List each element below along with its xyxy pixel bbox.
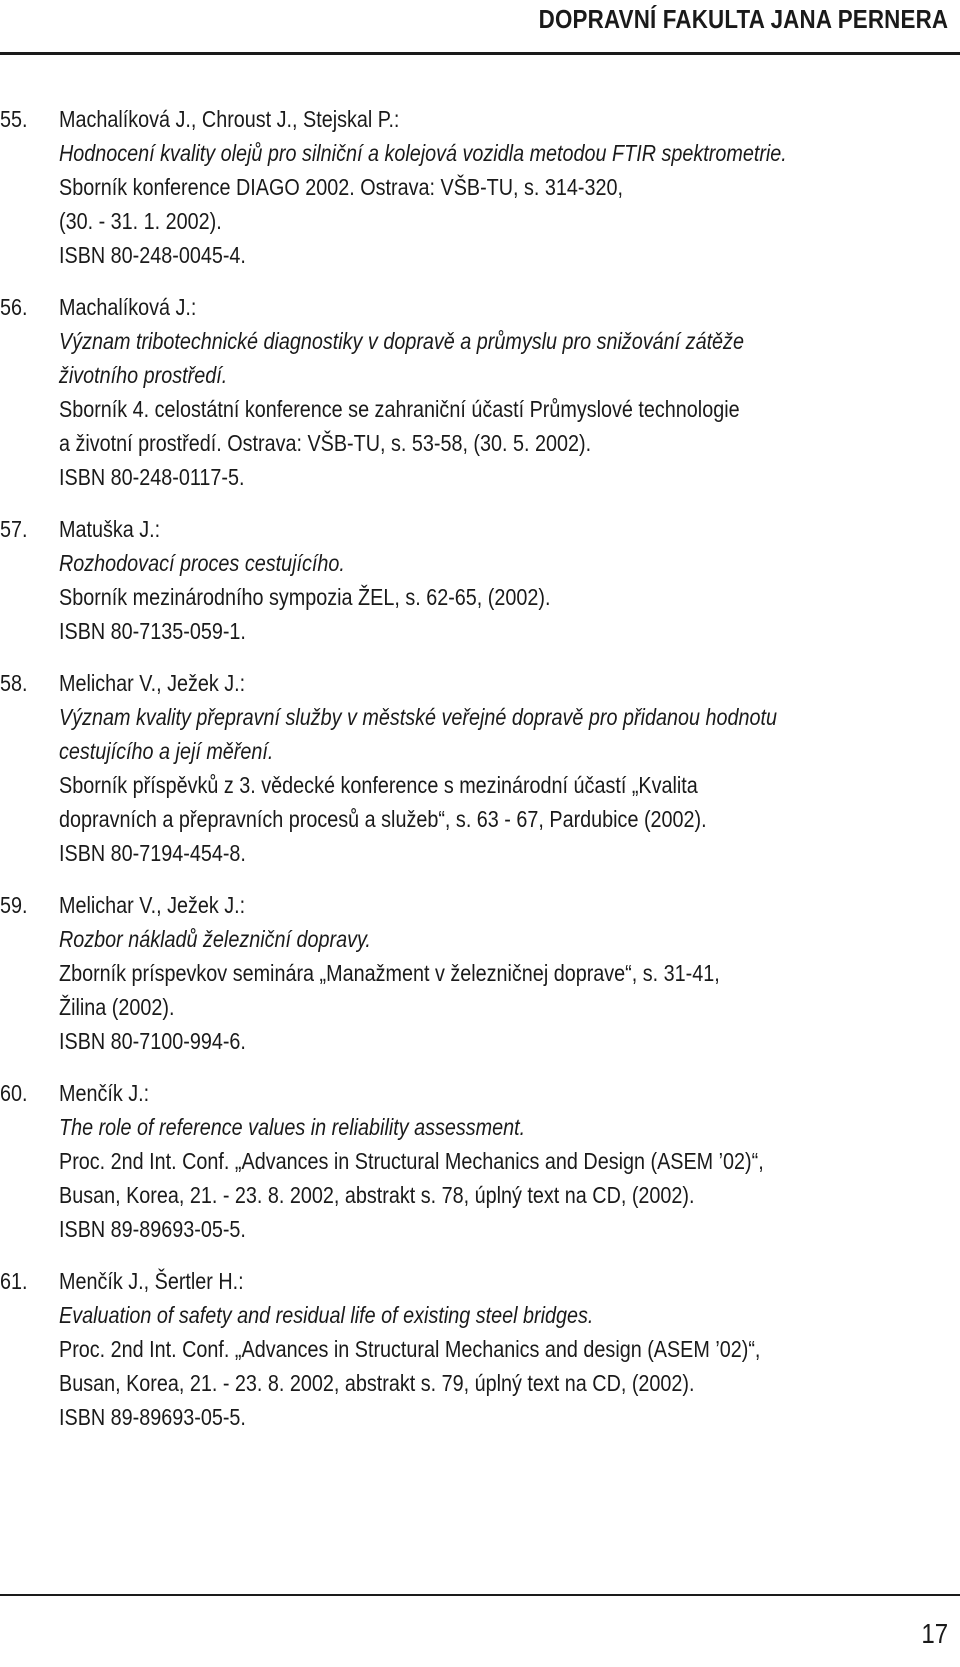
header-divider — [0, 52, 960, 55]
reference-entry-55 — [0, 102, 960, 272]
reference-authors: Matuška J.: — [59, 516, 161, 542]
reference-number: 58. — [0, 670, 28, 696]
reference-entry-58 — [0, 666, 960, 870]
reference-title: The role of reference values in reliability assessment. — [59, 1114, 526, 1140]
reference-source: Sborník konference DIAGO 2002. Ostrava: VŠB-TU, s. 314-320, — [59, 174, 623, 200]
reference-authors: Menčík J., Šertler H.: — [59, 1268, 244, 1294]
reference-entry-56 — [0, 290, 960, 494]
reference-title: Rozbor nákladů železniční dopravy. — [59, 926, 371, 952]
reference-isbn: ISBN 89-89693-05-5. — [59, 1404, 246, 1430]
reference-source: Zborník príspevkov seminára „Manažment v železničnej doprave“, s. 31-41, — [59, 960, 720, 986]
reference-entry-57 — [0, 512, 960, 648]
reference-number: 57. — [0, 516, 28, 542]
reference-entry-59 — [0, 888, 960, 1058]
reference-number: 59. — [0, 892, 28, 918]
reference-isbn: ISBN 80-248-0117-5. — [59, 464, 245, 490]
reference-title: Evaluation of safety and residual life of existing steel bridges. — [59, 1302, 594, 1328]
reference-number: 61. — [0, 1268, 28, 1294]
reference-number: 55. — [0, 106, 28, 132]
reference-source: Sborník mezinárodního sympozia ŽEL, s. 62-65, (2002). — [59, 584, 551, 610]
reference-isbn: ISBN 80-7135-059-1. — [59, 618, 246, 644]
page-header-title: DOPRAVNÍ FAKULTA JANA PERNERA — [538, 4, 948, 34]
reference-source: Proc. 2nd Int. Conf. „Advances in Structural Mechanics and design (ASEM ’02)“, — [59, 1336, 761, 1362]
reference-title-continued: životního prostředí. — [59, 362, 228, 388]
reference-title: Význam kvality přepravní služby v městské veřejné dopravě pro přidanou hodnotu — [59, 704, 777, 730]
reference-source-continued: Busan, Korea, 21. - 23. 8. 2002, abstrakt s. 78, úplný text na CD, (2002). — [59, 1182, 695, 1208]
reference-source: Sborník 4. celostátní konference se zahraniční účastí Průmyslové technologie — [59, 396, 740, 422]
page-number: 17 — [921, 1618, 948, 1649]
reference-source: Proc. 2nd Int. Conf. „Advances in Structural Mechanics and Design (ASEM ’02)“, — [59, 1148, 764, 1174]
reference-authors: Menčík J.: — [59, 1080, 150, 1106]
reference-authors: Melichar V., Ježek J.: — [59, 892, 246, 918]
reference-list — [0, 102, 960, 1452]
reference-number: 56. — [0, 294, 28, 320]
footer-divider — [0, 1594, 960, 1596]
reference-entry-60 — [0, 1076, 960, 1246]
reference-source-continued: Žilina (2002). — [59, 994, 175, 1020]
reference-title-continued: cestujícího a její měření. — [59, 738, 274, 764]
reference-isbn: ISBN 80-7194-454-8. — [59, 840, 246, 866]
reference-source: Sborník příspěvků z 3. vědecké konference s mezinárodní účastí „Kvalita — [59, 772, 698, 798]
reference-isbn: ISBN 80-7100-994-6. — [59, 1028, 246, 1054]
reference-title: Hodnocení kvality olejů pro silniční a kolejová vozidla metodou FTIR spektrometrie. — [59, 140, 787, 166]
reference-title: Význam tribotechnické diagnostiky v dopravě a průmyslu pro snižování zátěže — [59, 328, 744, 354]
reference-source-continued: Busan, Korea, 21. - 23. 8. 2002, abstrakt s. 79, úplný text na CD, (2002). — [59, 1370, 695, 1396]
reference-isbn: ISBN 80-248-0045-4. — [59, 242, 246, 268]
reference-authors: Melichar V., Ježek J.: — [59, 670, 246, 696]
reference-source-continued: a životní prostředí. Ostrava: VŠB-TU, s. 53-58, (30. 5. 2002). — [59, 430, 592, 456]
reference-authors: Machalíková J., Chroust J., Stejskal P.: — [59, 106, 400, 132]
reference-entry-61 — [0, 1264, 960, 1434]
reference-source-continued: dopravních a přepravních procesů a služeb“, s. 63 - 67, Pardubice (2002). — [59, 806, 707, 832]
reference-title: Rozhodovací proces cestujícího. — [59, 550, 345, 576]
reference-date: (30. - 31. 1. 2002). — [59, 208, 222, 234]
reference-isbn: ISBN 89-89693-05-5. — [59, 1216, 246, 1242]
reference-number: 60. — [0, 1080, 28, 1106]
reference-authors: Machalíková J.: — [59, 294, 197, 320]
